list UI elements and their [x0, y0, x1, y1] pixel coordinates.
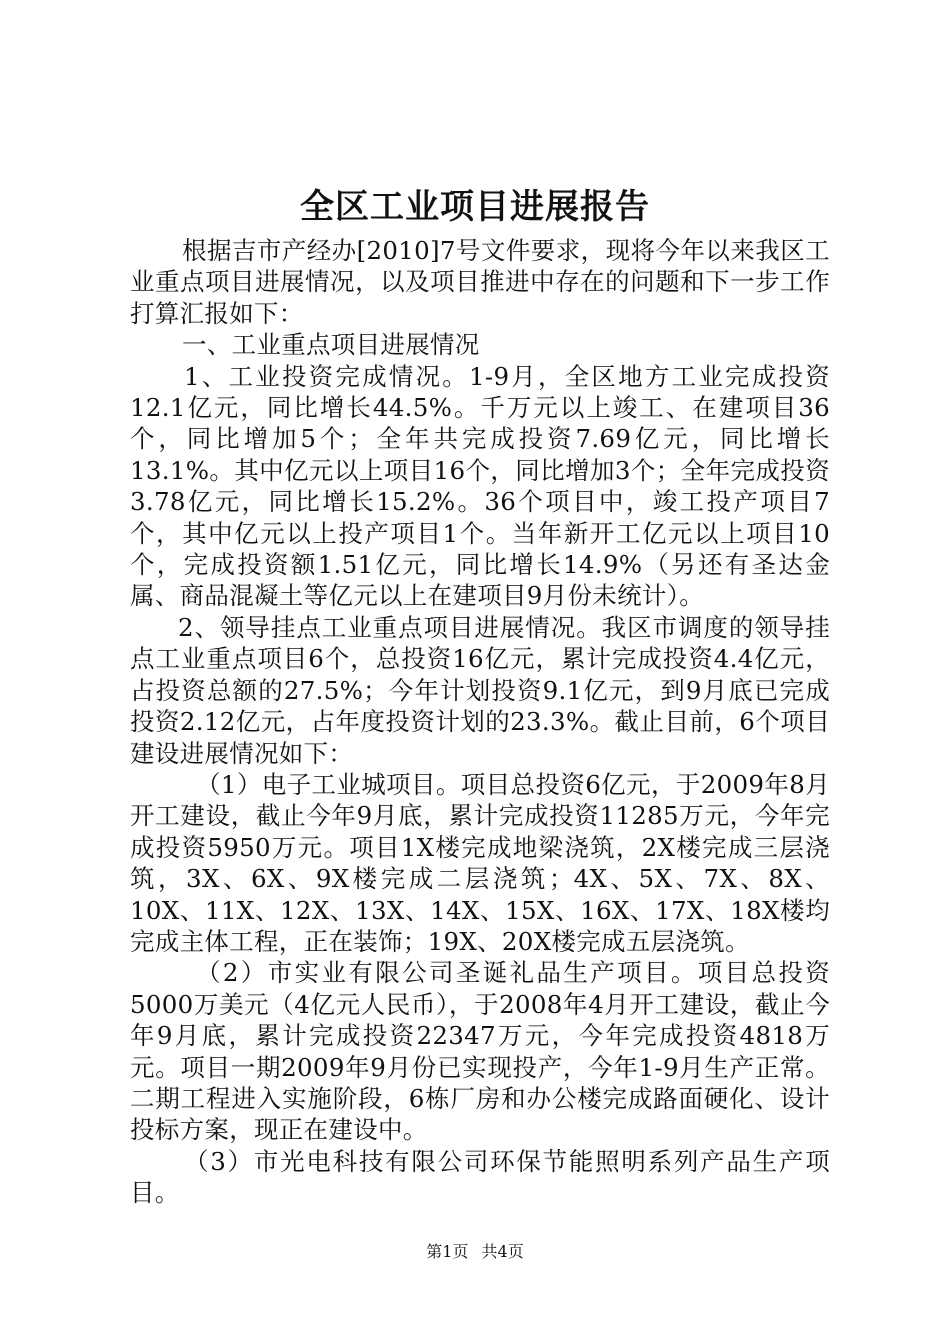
page-footer: [0, 1241, 950, 1263]
section-heading: 一、工业重点项目进展情况: [182, 330, 480, 360]
page-total: 共4页: [481, 1242, 524, 1261]
body-paragraph: 1、工业投资完成情况。1-9月，全区地方工业完成投资12.1亿元，同比增长44.5%。千万元以上竣工、在建项目36个，同比增加5个；全年共完成投资7.69亿元，同比增长13.1%。其中亿元以上项目16个，同比增加3个；全年完成投资3.78亿元，同比增长15.2%。36个项目中，竣工投产项目7个，其中亿元以上投产项目1个。当年新开工亿元以上项目10个，完成投资额1.51亿元，同比增长14.9%（另还有圣达金属、商品混凝土等亿元以上在建项目9月份未统计）。: [130, 361, 830, 611]
document-title: 全区工业项目进展报告: [300, 187, 650, 227]
body-paragraph: 2、领导挂点工业重点项目进展情况。我区市调度的领导挂点工业重点项目6个，总投资16亿元，累计完成投资4.4亿元，占投资总额的27.5%；今年计划投资9.1亿元，到9月底已完成投资2.12亿元，占年度投资计划的23.3%。截止目前，6个项目建设进展情况如下：: [130, 612, 830, 768]
body-paragraph: （2）市实业有限公司圣诞礼品生产项目。项目总投资5000万美元（4亿元人民币），于2008年4月开工建设，截止今年9月底，累计完成投资22347万元，今年完成投资4818万元。项目一期2009年9月份已实现投产，今年1-9月生产正常。二期工程进入实施阶段，6栋厂房和办公楼完成路面硬化、设计投标方案，现正在建设中。: [130, 958, 830, 1145]
page-number: 第1页: [426, 1242, 469, 1261]
body-paragraph: （1）电子工业城项目。项目总投资6亿元，于2009年8月开工建设，截止今年9月底，累计完成投资11285万元，今年完成投资5950万元。项目1X楼完成地梁浇筑，2X楼完成三层浇筑，3X、6X、9X楼完成二层浇筑；4X、5X、7X、8X、10X、11X、12X、13X、14X、15X、16X、17X、18X楼均完成主体工程，正在装饰；19X、20X楼完成五层浇筑。: [130, 769, 830, 956]
document-body: [130, 235, 830, 1209]
body-paragraph: （3）市光电科技有限公司环保节能照明系列产品生产项目。: [130, 1146, 830, 1208]
intro-paragraph: 根据吉市产经办[2010]7号文件要求，现将今年以来我区工业重点项目进展情况，以及项目推进中存在的问题和下一步工作打算汇报如下：: [130, 236, 830, 328]
